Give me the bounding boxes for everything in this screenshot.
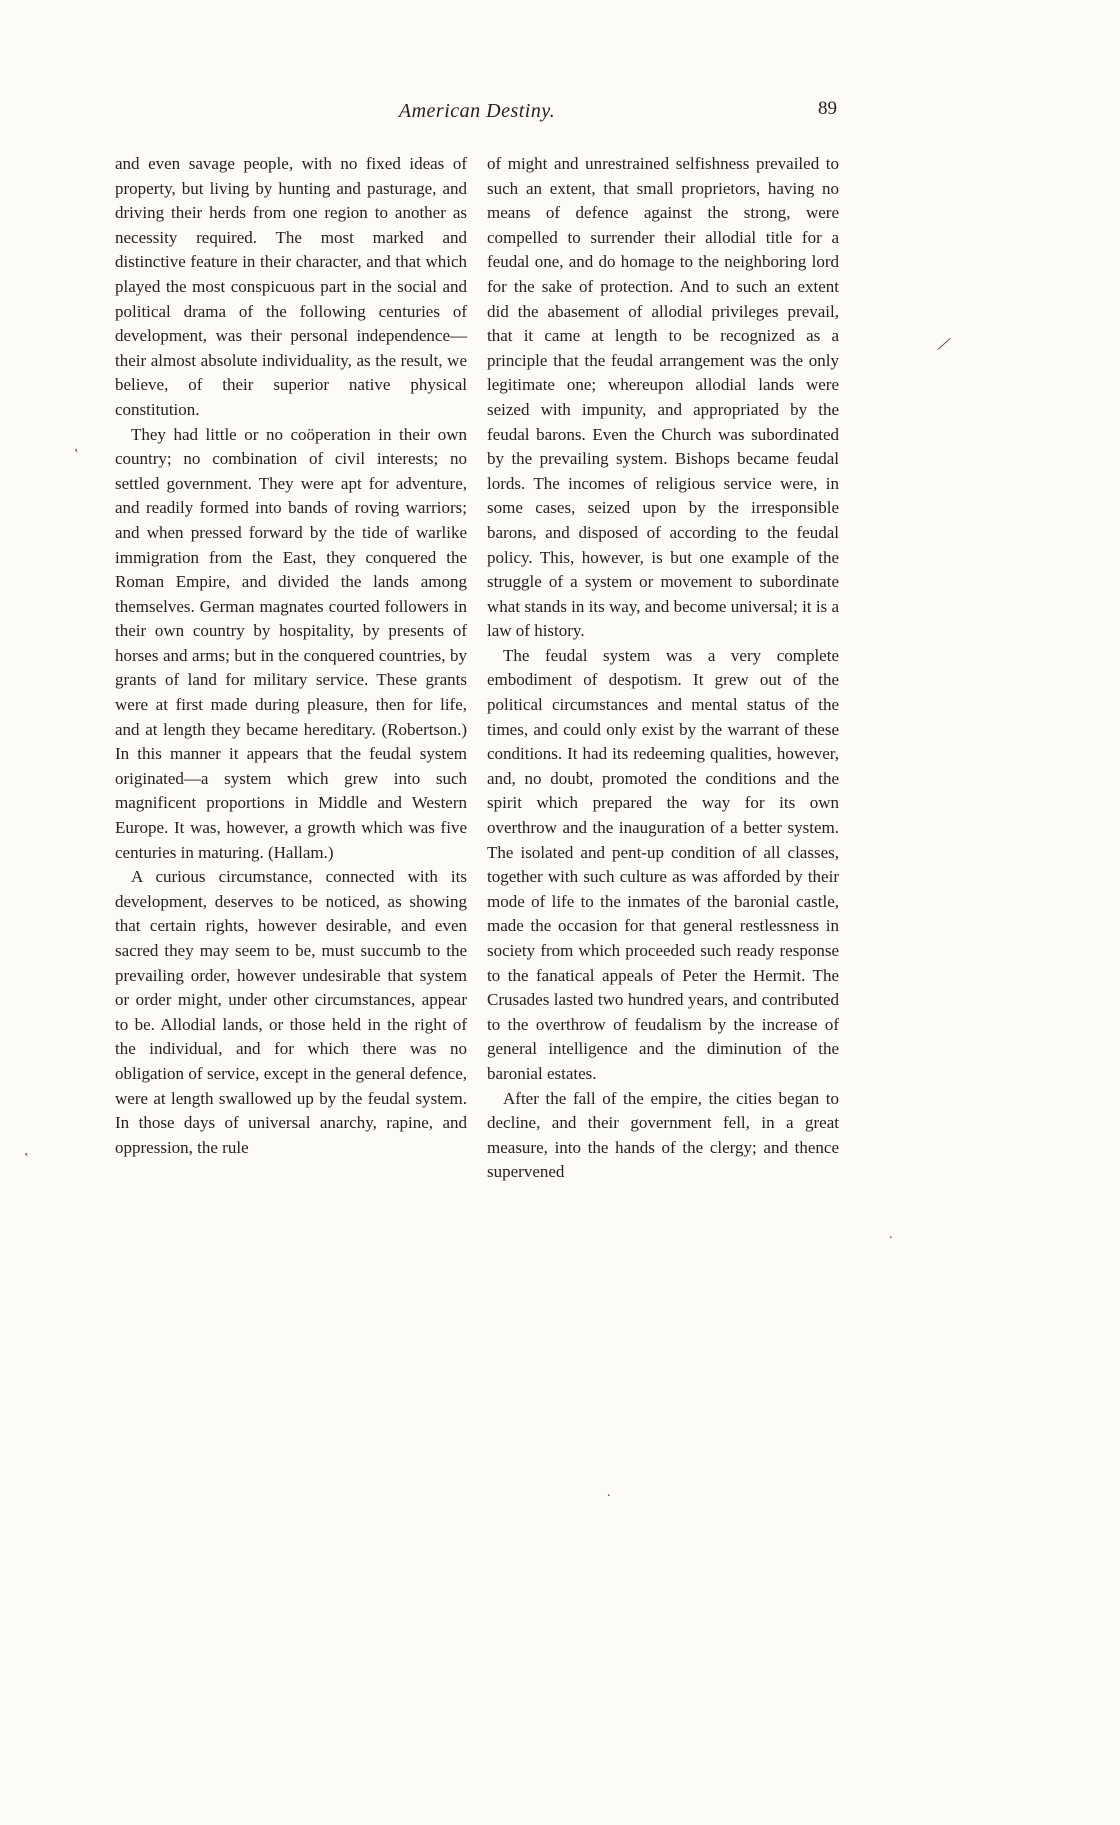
paragraph: After the fall of the empire, the cities began to decline, and their government fell, in a great measure, into the hands of the clergy; and thence supervened — [487, 1088, 839, 1182]
paragraph-continuation: of might and unrestrained selfishness prevailed to such an extent, that small proprietors, having no means of defence against the strong, were compelled to surrender their allodial title for a feudal one, and do homage to the neighboring lord for the sake of protection. And to such an extent did the abasement of allodial privileges prevail, that it came at length to be recognized as a principle that the feudal arrangement was the only legitimate one; whereupon allodial lands were seized with impunity, and appropriated by the feudal barons. Even the Church was subordinated by the prevailing system. Bishops became feudal lords. The incomes of religious service were, in some cases, seized upon by the irresponsible barons, and disposed of according to the feudal policy. This, however, is but one example of the struggle of a system or movement to subordinate what stands in its way, and become universal; it is a law of history. — [487, 154, 839, 641]
right-column — [487, 152, 839, 1185]
scan-mark: ‛ — [24, 1151, 29, 1166]
paragraph-continuation: and even savage people, with no fixed ideas of property, but living by hunting and pasturage, and driving their herds from one region to another as necessity required. The most marked and distinctive feature in their character, and that which played the most conspicuous part in the social and political drama of the following centuries of development, was their personal independence—their almost absolute individuality, as the result, we believe, of their superior native physical constitution. — [115, 154, 467, 419]
paragraph: A curious circumstance, connected with its development, deserves to be noticed, as showing that certain rights, however desirable, and even sacred they may seem to be, must succumb to the prevailing order, however undesirable that system or order might, under other circumstances, appear to be. Allodial lands, or those held in the right of the individual, and for which there was no obligation of service, except in the general defence, were at length swallowed up by the feudal system. In those days of universal anarchy, rapine, and oppression, the rule — [115, 867, 467, 1157]
scan-mark: ‛ — [74, 447, 79, 462]
scan-mark: ⟋ — [936, 334, 952, 355]
scan-mark: . — [607, 1485, 611, 1500]
running-title: American Destiny. — [398, 100, 556, 122]
text-block — [115, 100, 839, 1185]
scan-mark: . — [889, 1227, 893, 1242]
page-number: 89 — [818, 98, 837, 119]
page-header — [115, 100, 839, 152]
text-columns — [115, 152, 839, 1185]
paragraph: They had little or no coöperation in their own country; no combination of civil interests; no settled government. They were apt for adventure, and readily formed into bands of roving warriors; and when pressed forward by the tide of warlike immigration from the East, they conquered the Roman Empire, and divided the lands among themselves. German magnates courted followers in their own country by hospitality, by presents of horses and arms; but in the conquered countries, by grants of land for military service. These grants were at first made during pleasure, then for life, and at length they became hereditary. (Robertson.) In this manner it appears that the feudal system originated—a system which grew into such magnificent proportions in Middle and Western Europe. It was, however, a growth which was five centuries in maturing. (Hallam.) — [115, 424, 467, 862]
left-column — [115, 152, 467, 1160]
paragraph: The feudal system was a very complete embodiment of despotism. It grew out of the political circumstances and mental status of the times, and could only exist by the warrant of these conditions. It had its redeeming qualities, however, and, no doubt, promoted the conditions and the spirit which prepared the way for its own overthrow and the inauguration of a better system. The isolated and pent-up condition of all classes, together with such culture as was afforded by their mode of life to the inmates of the baronial castle, made the occasion for that general restlessness in society from which proceeded such ready response to the fanatical appeals of Peter the Hermit. The Crusades lasted two hundred years, and contributed to the overthrow of feudalism by the increase of general intelligence and the diminution of the baronial estates. — [487, 645, 839, 1083]
